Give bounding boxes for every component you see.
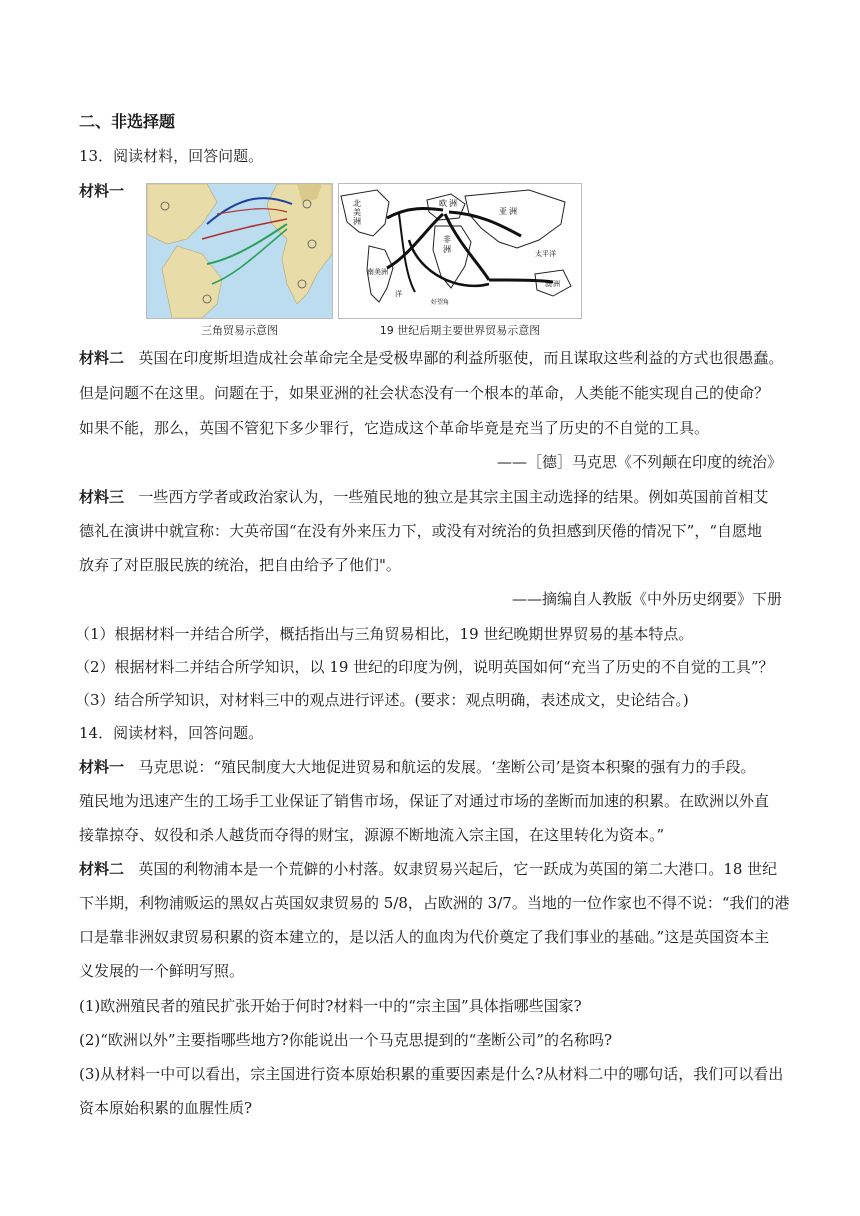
triangle-trade-map bbox=[146, 183, 333, 319]
map-label-south-america: 南美洲 bbox=[367, 268, 388, 276]
question-13-stem: 13．阅读材料，回答问题。 bbox=[79, 147, 264, 165]
q14-material-1-text-1: 马克思说：“殖民制度大大地促进贸易和航运的发展。‘垄断公司’是资本积聚的强有力的手段。 bbox=[138, 758, 756, 776]
q14-sub-question-3b: 资本原始积累的血腥性质? bbox=[79, 1099, 253, 1117]
triangle-trade-caption: 三角贸易示意图 bbox=[201, 324, 278, 337]
q13-material-3-label: 材料三 bbox=[79, 488, 125, 506]
map-label-zhou-4: 洲 bbox=[509, 207, 517, 216]
q13-material-1-label: 材料一 bbox=[79, 182, 125, 200]
world-trade-caption: 19 世纪后期主要世界贸易示意图 bbox=[379, 324, 541, 337]
q13-sub-question-1: （1）根据材料一并结合所学，概括指出与三角贸易相比，19 世纪晚期世界贸易的基本特点。 bbox=[75, 625, 694, 643]
map-label-mei: 美 bbox=[353, 208, 361, 217]
q14-material-1-line-1 bbox=[79, 757, 756, 777]
map-label-cape: 好望角 bbox=[431, 299, 450, 306]
q13-material-2-line-1 bbox=[79, 348, 783, 368]
map-label-pacific: 太平洋 bbox=[535, 250, 556, 258]
q14-material-2-line-1 bbox=[79, 859, 777, 879]
q13-material-3-line-2: 德礼在演讲中就宣称：大英帝国“在没有外来压力下，或没有对统治的负担感到厌倦的情况下”，“自愿地 bbox=[79, 522, 763, 540]
q14-sub-question-2: (2)“欧洲以外”主要指哪些地方?你能说出一个马克思提到的“垄断公司”的名称吗? bbox=[79, 1031, 613, 1049]
material-1-maps bbox=[146, 183, 582, 343]
map-label-zhou-1: 洲 bbox=[353, 217, 361, 226]
map-label-fei: 非 bbox=[443, 235, 451, 244]
question-14-stem: 14．阅读材料，回答问题。 bbox=[79, 724, 264, 742]
q13-material-3-line-3: 放弃了对臣服民族的统治，把自由给予了他们"。 bbox=[79, 556, 401, 574]
map-label-ao: 澳 bbox=[545, 280, 552, 288]
section-title: 二、非选择题 bbox=[79, 112, 176, 131]
q14-material-1-line-2: 殖民地为迅速产生的工场手工业保证了销售市场，保证了对通过市场的垄断而加速的积累。在欧洲以外直 bbox=[79, 792, 770, 810]
q14-sub-question-1: (1)欧洲殖民者的殖民扩张开始于何时?材料一中的“宗主国”具体指哪些国家? bbox=[79, 997, 582, 1015]
q14-material-2-line-2: 下半期，利物浦贩运的黑奴占英国奴隶贸易的 5/8，占欧洲的 3/7。当地的一位作家也不得不说：“我们的港 bbox=[79, 894, 790, 912]
q14-material-1-label: 材料一 bbox=[79, 758, 125, 776]
q13-material-2-text-1: 英国在印度斯坦造成社会革命完全是受极卑鄙的利益所驱使，而且谋取这些利益的方式也很愚蠢。 bbox=[138, 349, 784, 367]
q14-material-1-line-3: 接靠掠夺、奴役和杀人越货而夺得的财宝，源源不断地流入宗主国，在这里转化为资本。” bbox=[79, 826, 665, 844]
world-trade-map bbox=[338, 183, 582, 319]
q13-material-2-source: ——［德］马克思《不列颠在印度的统治》 bbox=[496, 453, 782, 471]
triangle-trade-map-image bbox=[147, 184, 332, 318]
map-label-zhou-5: 洲 bbox=[553, 280, 560, 288]
map-label-ou: 欧 bbox=[439, 199, 447, 208]
q13-material-3-line-1 bbox=[79, 487, 768, 507]
q13-material-2-label: 材料二 bbox=[79, 349, 125, 367]
map-label-zhou-3: 洲 bbox=[443, 245, 451, 254]
q13-material-3-source: ——摘编自人教版《中外历史纲要》下册 bbox=[511, 590, 782, 608]
q14-material-2-line-4: 义发展的一个鲜明写照。 bbox=[79, 962, 245, 980]
q14-material-2-text-1: 英国的利物浦本是一个荒僻的小村落。奴隶贸易兴起后，它一跃成为英国的第二大港口。18 世纪 bbox=[138, 860, 778, 878]
world-trade-map-image bbox=[339, 184, 581, 318]
q14-material-2-label: 材料二 bbox=[79, 860, 125, 878]
q13-material-2-line-2: 但是问题不在这里。问题在于，如果亚洲的社会状态没有一个根本的革命，人类能不能实现自己的使命？ bbox=[79, 384, 770, 402]
q13-material-3-text-1: 一些西方学者或政治家认为，一些殖民地的独立是其宗主国主动选择的结果。例如英国前首相艾 bbox=[138, 488, 769, 506]
q14-sub-question-3a: (3)从材料一中可以看出，宗主国进行资本原始积累的重要因素是什么?从材料二中的哪句话，我们可以看出 bbox=[79, 1065, 784, 1083]
q13-sub-question-3: （3）结合所学知识，对材料三中的观点进行评述。(要求：观点明确，表述成文，史论结合。) bbox=[75, 691, 689, 709]
map-label-ocean: 洋 bbox=[395, 290, 402, 298]
q14-material-2-line-3: 口是靠非洲奴隶贸易积累的资本建立的，是以活人的血肉为代价奠定了我们事业的基础。”这是英国资本主 bbox=[79, 928, 770, 946]
map-label-bei: 北 bbox=[353, 199, 361, 208]
map-label-ya: 亚 bbox=[499, 207, 507, 216]
q13-material-2-line-3: 如果不能，那么，英国不管犯下多少罪行，它造成这个革命毕竟是充当了历史的不自觉的工具。 bbox=[79, 419, 710, 437]
map-label-zhou-2: 洲 bbox=[449, 199, 457, 208]
q13-sub-question-2: （2）根据材料二并结合所学知识，以 19 世纪的印度为例，说明英国如何“充当了历史的不自觉的工具”？ bbox=[75, 658, 774, 676]
